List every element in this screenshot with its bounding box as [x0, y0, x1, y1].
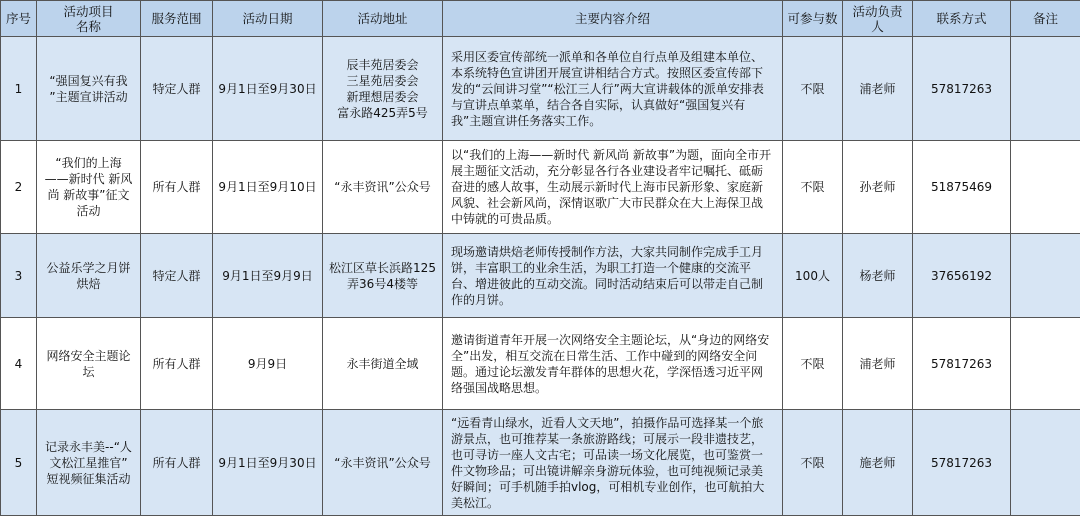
table-row: [1, 37, 1080, 141]
cell-name: “我们的上海 ——新时代 新风 尚 新故事”征文 活动: [37, 141, 141, 234]
cell-content: 采用区委宣传部统一派单和各单位自行点单及组建本单位、本系统特色宣讲团开展宣讲相结合方式。按照区委宣传部下发的“云间讲习堂”“松江三人行”两大宣讲载体的派单安排表与宣讲点单菜单，结合各自实际，认真做好“强国复兴有我”主题宣讲任务落实工作。: [443, 37, 783, 141]
table-row: [1, 410, 1080, 516]
cell-content: 邀请街道青年开展一次网络安全主题论坛，从“身边的网络安全”出发，相互交流在日常生活、工作中碰到的网络安全问题。通过论坛激发青年群体的思想火花，学深悟透习近平网络强国战略思想。: [443, 318, 783, 410]
cell-address: “永丰资讯”公众号: [323, 410, 443, 516]
cell-person: 浦老师: [843, 37, 913, 141]
cell-content: 以“我们的上海——新时代 新风尚 新故事”为题，面向全市开展主题征文活动，充分彰显各行各业建设者牢记嘱托、砥砺奋进的感人故事，生动展示新时代上海市民新形象、家庭新风貌、社会新风尚，深情讴歌广大市民群众在大上海保卫战中铸就的可贵品质。: [443, 141, 783, 234]
cell-person: 浦老师: [843, 318, 913, 410]
cell-name: “强国复兴有我 ”主题宣讲活动: [37, 37, 141, 141]
cell-person: 孙老师: [843, 141, 913, 234]
cell-scope: 所有人群: [141, 410, 213, 516]
cell-capacity: 100人: [783, 234, 843, 318]
header-note: 备注: [1011, 1, 1080, 37]
cell-scope: 特定人群: [141, 37, 213, 141]
cell-name: 公益乐学之月饼 烘焙: [37, 234, 141, 318]
cell-date: 9月1日至9月30日: [213, 37, 323, 141]
cell-contact: 57817263: [913, 410, 1011, 516]
table-row: [1, 141, 1080, 234]
cell-address: 辰丰苑居委会 三星苑居委会 新理想居委会 富永路425弄5号: [323, 37, 443, 141]
header-name: 活动项目 名称: [37, 1, 141, 37]
header-address: 活动地址: [323, 1, 443, 37]
cell-capacity: 不限: [783, 37, 843, 141]
header-person: 活动负责人: [843, 1, 913, 37]
header-row: [1, 1, 1080, 37]
header-no: 序号: [1, 1, 37, 37]
cell-person: 施老师: [843, 410, 913, 516]
cell-date: 9月1日至9月9日: [213, 234, 323, 318]
cell-capacity: 不限: [783, 141, 843, 234]
cell-no: 2: [1, 141, 37, 234]
cell-contact: 37656192: [913, 234, 1011, 318]
cell-capacity: 不限: [783, 318, 843, 410]
cell-contact: 51875469: [913, 141, 1011, 234]
cell-address: 永丰街道全域: [323, 318, 443, 410]
header-content: 主要内容介绍: [443, 1, 783, 37]
cell-date: 9月9日: [213, 318, 323, 410]
cell-scope: 特定人群: [141, 234, 213, 318]
cell-date: 9月1日至9月30日: [213, 410, 323, 516]
cell-no: 1: [1, 37, 37, 141]
header-scope: 服务范围: [141, 1, 213, 37]
cell-no: 3: [1, 234, 37, 318]
cell-scope: 所有人群: [141, 141, 213, 234]
cell-address: “永丰资讯”公众号: [323, 141, 443, 234]
header-capacity: 可参与数: [783, 1, 843, 37]
cell-person: 杨老师: [843, 234, 913, 318]
cell-note: [1011, 141, 1080, 234]
cell-no: 4: [1, 318, 37, 410]
cell-content: “远看青山绿水，近看人文天地”，拍摄作品可选择某一个旅游景点，也可推荐某一条旅游路线；可展示一段非遗技艺，也可寻访一座人文古宅；可品读一场文化展览，也可鉴赏一件文物珍品；可出镜讲解亲身游玩体验，也可纯视频记录美好瞬间；可手机随手拍vlog，可相机专业创作，也可航拍大美松江。: [443, 410, 783, 516]
table-row: [1, 318, 1080, 410]
cell-content: 现场邀请烘焙老师传授制作方法，大家共同制作完成手工月饼，丰富职工的业余生活，为职工打造一个健康的交流平台、增进彼此的互动交流。同时活动结束后可以带走自己制作的月饼。: [443, 234, 783, 318]
cell-contact: 57817263: [913, 37, 1011, 141]
cell-name: 记录永丰美--“人 文松江星推官” 短视频征集活动: [37, 410, 141, 516]
cell-capacity: 不限: [783, 410, 843, 516]
cell-scope: 所有人群: [141, 318, 213, 410]
cell-note: [1011, 37, 1080, 141]
header-date: 活动日期: [213, 1, 323, 37]
header-contact: 联系方式: [913, 1, 1011, 37]
cell-no: 5: [1, 410, 37, 516]
cell-date: 9月1日至9月10日: [213, 141, 323, 234]
cell-name: 网络安全主题论 坛: [37, 318, 141, 410]
cell-contact: 57817263: [913, 318, 1011, 410]
table-row: [1, 234, 1080, 318]
cell-note: [1011, 318, 1080, 410]
cell-note: [1011, 234, 1080, 318]
cell-address: 松江区草长浜路125 弄36号4楼等: [323, 234, 443, 318]
cell-note: [1011, 410, 1080, 516]
